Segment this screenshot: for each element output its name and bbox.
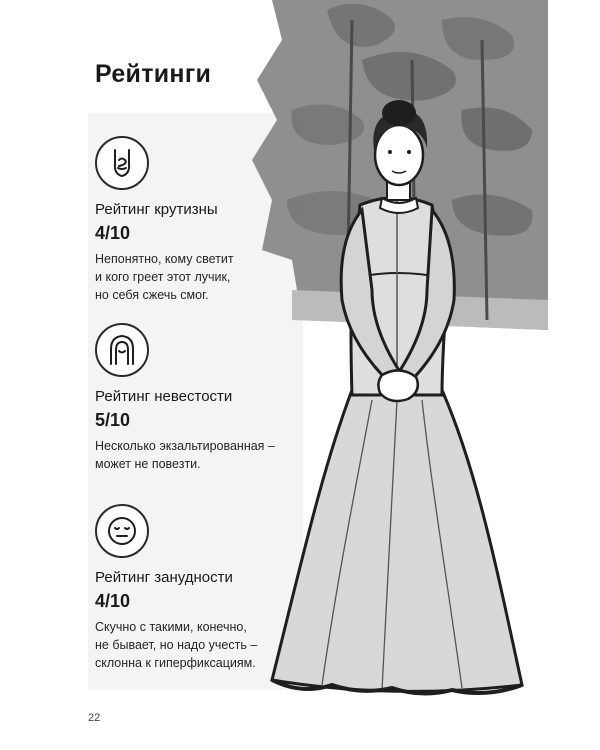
rating-bridehood — [95, 323, 295, 473]
face — [375, 125, 423, 185]
clasped-hands — [378, 370, 417, 401]
rating-description: Несколько экзальтированная – может не повезти. — [95, 439, 275, 471]
neutral-face-icon — [95, 504, 149, 558]
dress-skirt — [272, 390, 522, 691]
rating-label: Рейтинг крутизны — [95, 201, 218, 218]
rating-score: 4/10 — [95, 591, 131, 611]
rating-label: Рейтинг невестости — [95, 388, 233, 405]
page-title: Рейтинги — [95, 60, 212, 88]
rating-tediousness — [95, 504, 295, 672]
rating-score: 5/10 — [95, 410, 131, 430]
bride-veil-icon — [95, 323, 149, 377]
rating-coolness — [95, 136, 295, 304]
rating-description: Скучно с такими, конечно, не бывает, но надо учесть – склонна к гиперфиксациям. — [95, 620, 258, 670]
page-number: 22 — [88, 712, 101, 724]
rock-hand-icon — [95, 136, 149, 190]
rating-score: 4/10 — [95, 223, 131, 243]
rating-description: Непонятно, кому светит и кого греет этот лучик, но себя сжечь смог. — [95, 252, 234, 302]
rating-label: Рейтинг занудности — [95, 569, 233, 586]
